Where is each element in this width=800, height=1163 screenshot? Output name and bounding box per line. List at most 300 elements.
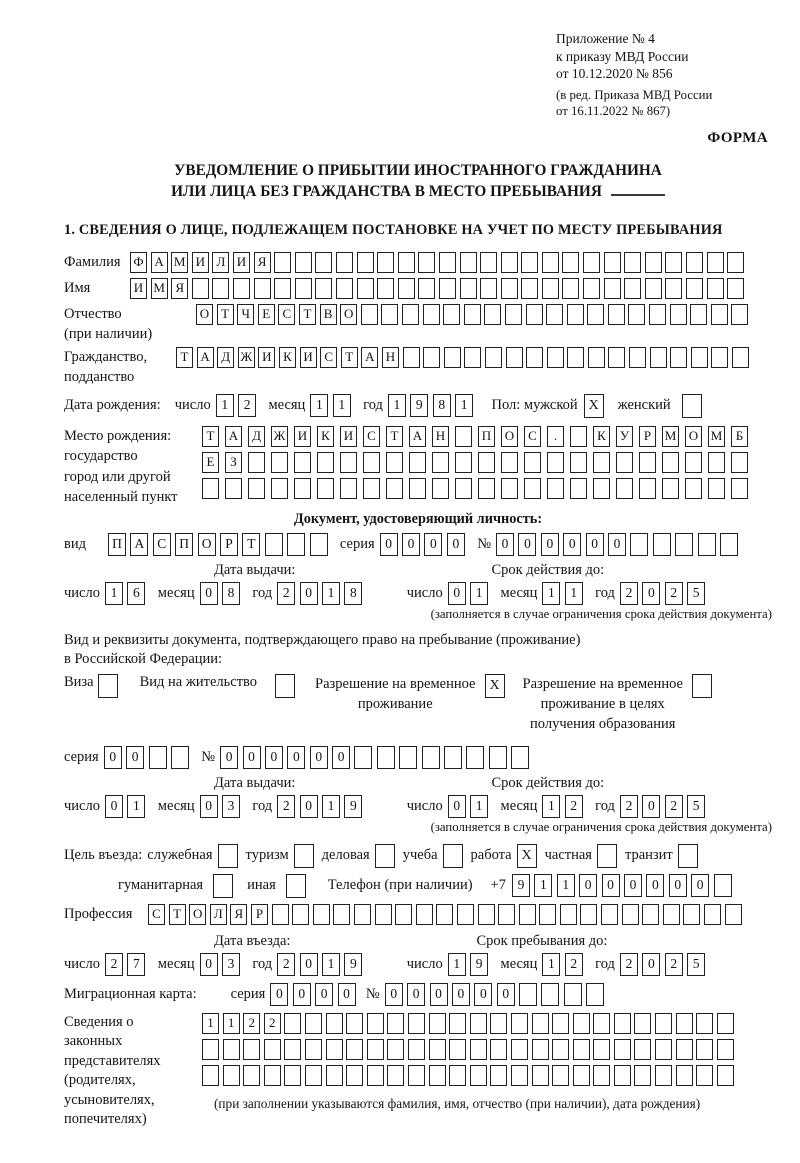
form-cell[interactable]	[532, 1013, 549, 1034]
form-cell[interactable]: 0	[407, 983, 425, 1006]
form-cell[interactable]: 1	[223, 1013, 240, 1034]
form-cell[interactable]: О	[340, 304, 357, 325]
form-cell[interactable]	[583, 252, 600, 273]
form-cell[interactable]: 8	[344, 582, 362, 605]
form-cell[interactable]: 1	[322, 795, 340, 818]
form-cell[interactable]: 0	[608, 533, 626, 556]
form-cell[interactable]	[478, 904, 495, 925]
form-cell[interactable]	[399, 746, 417, 769]
form-cell[interactable]	[470, 1039, 487, 1060]
form-cell[interactable]: П	[108, 533, 126, 556]
form-cell[interactable]	[317, 452, 334, 473]
form-cell[interactable]	[171, 746, 189, 769]
form-cell[interactable]: И	[192, 252, 209, 273]
purpose-official-checkbox[interactable]	[218, 844, 238, 868]
form-cell[interactable]	[696, 1013, 713, 1034]
form-cell[interactable]: 1	[565, 582, 583, 605]
form-cell[interactable]	[264, 1065, 281, 1086]
form-cell[interactable]	[662, 452, 679, 473]
temp-residence-education-checkbox[interactable]	[692, 674, 712, 698]
form-cell[interactable]: 8	[433, 394, 451, 417]
form-cell[interactable]: 1	[542, 582, 560, 605]
form-cell[interactable]: Л	[210, 904, 227, 925]
form-cell[interactable]	[567, 347, 584, 368]
purpose-tourism-checkbox[interactable]	[294, 844, 314, 868]
form-cell[interactable]: 1	[534, 874, 552, 897]
form-cell[interactable]	[292, 904, 309, 925]
form-cell[interactable]	[409, 478, 426, 499]
form-cell[interactable]	[243, 1039, 260, 1060]
form-cell[interactable]	[315, 278, 332, 299]
form-cell[interactable]: К	[279, 347, 296, 368]
form-cell[interactable]	[624, 252, 641, 273]
form-cell[interactable]	[439, 252, 456, 273]
form-cell[interactable]: 2	[105, 953, 123, 976]
form-cell[interactable]	[532, 1039, 549, 1060]
form-cell[interactable]: Т	[386, 426, 403, 447]
form-cell[interactable]	[470, 1013, 487, 1034]
form-cell[interactable]	[357, 278, 374, 299]
form-cell[interactable]	[418, 252, 435, 273]
form-cell[interactable]	[573, 1013, 590, 1034]
form-cell[interactable]: О	[189, 904, 206, 925]
form-cell[interactable]: 0	[200, 582, 218, 605]
form-cell[interactable]: Ж	[238, 347, 255, 368]
form-cell[interactable]	[274, 278, 291, 299]
form-cell[interactable]: С	[153, 533, 171, 556]
form-cell[interactable]	[295, 278, 312, 299]
form-cell[interactable]	[361, 304, 378, 325]
form-cell[interactable]: Д	[217, 347, 234, 368]
form-cell[interactable]: А	[197, 347, 214, 368]
form-cell[interactable]	[402, 304, 419, 325]
form-cell[interactable]	[717, 1013, 734, 1034]
form-cell[interactable]: С	[363, 426, 380, 447]
form-cell[interactable]	[562, 252, 579, 273]
form-cell[interactable]: И	[130, 278, 147, 299]
male-checkbox[interactable]: X	[584, 394, 604, 418]
form-cell[interactable]	[357, 252, 374, 273]
form-cell[interactable]: К	[317, 426, 334, 447]
form-cell[interactable]: П	[175, 533, 193, 556]
form-cell[interactable]	[587, 304, 604, 325]
form-cell[interactable]	[340, 478, 357, 499]
form-cell[interactable]: 0	[563, 533, 581, 556]
form-cell[interactable]	[336, 278, 353, 299]
form-cell[interactable]	[367, 1013, 384, 1034]
form-cell[interactable]	[192, 278, 209, 299]
form-cell[interactable]	[294, 452, 311, 473]
form-cell[interactable]	[562, 278, 579, 299]
form-cell[interactable]	[387, 1013, 404, 1034]
form-cell[interactable]	[539, 904, 556, 925]
form-cell[interactable]: 0	[200, 795, 218, 818]
form-cell[interactable]	[223, 1039, 240, 1060]
form-cell[interactable]: 0	[691, 874, 709, 897]
form-cell[interactable]	[416, 904, 433, 925]
form-cell[interactable]	[271, 478, 288, 499]
form-cell[interactable]: 0	[402, 533, 420, 556]
form-cell[interactable]	[284, 1039, 301, 1060]
form-cell[interactable]	[422, 746, 440, 769]
form-cell[interactable]	[443, 304, 460, 325]
form-cell[interactable]	[202, 1039, 219, 1060]
form-cell[interactable]	[628, 304, 645, 325]
form-cell[interactable]: 2	[620, 953, 638, 976]
form-cell[interactable]	[436, 904, 453, 925]
form-cell[interactable]: 2	[665, 953, 683, 976]
form-cell[interactable]	[707, 278, 724, 299]
purpose-transit-checkbox[interactable]	[678, 844, 698, 868]
form-cell[interactable]: 0	[669, 874, 687, 897]
form-cell[interactable]	[466, 746, 484, 769]
residence-permit-checkbox[interactable]	[275, 674, 295, 698]
form-cell[interactable]: Т	[341, 347, 358, 368]
form-cell[interactable]: 1	[448, 953, 466, 976]
form-cell[interactable]	[429, 1013, 446, 1034]
form-cell[interactable]	[708, 478, 725, 499]
form-cell[interactable]: 1	[557, 874, 575, 897]
form-cell[interactable]	[505, 304, 522, 325]
form-cell[interactable]	[377, 746, 395, 769]
form-cell[interactable]	[570, 452, 587, 473]
form-cell[interactable]: А	[151, 252, 168, 273]
form-cell[interactable]: 2	[277, 582, 295, 605]
form-cell[interactable]	[346, 1065, 363, 1086]
form-cell[interactable]	[601, 904, 618, 925]
form-cell[interactable]: М	[662, 426, 679, 447]
form-cell[interactable]: 2	[264, 1013, 281, 1034]
form-cell[interactable]: И	[340, 426, 357, 447]
form-cell[interactable]	[432, 452, 449, 473]
form-cell[interactable]: О	[685, 426, 702, 447]
form-cell[interactable]: 0	[430, 983, 448, 1006]
form-cell[interactable]	[408, 1039, 425, 1060]
form-cell[interactable]	[686, 252, 703, 273]
form-cell[interactable]: 0	[642, 795, 660, 818]
form-cell[interactable]: О	[196, 304, 213, 325]
form-cell[interactable]: А	[130, 533, 148, 556]
form-cell[interactable]	[511, 1039, 528, 1060]
form-cell[interactable]	[541, 983, 559, 1006]
form-cell[interactable]: 0	[104, 746, 122, 769]
form-cell[interactable]	[398, 252, 415, 273]
form-cell[interactable]: 0	[452, 983, 470, 1006]
form-cell[interactable]	[444, 347, 461, 368]
form-cell[interactable]: 5	[687, 582, 705, 605]
form-cell[interactable]	[464, 304, 481, 325]
form-cell[interactable]: 9	[410, 394, 428, 417]
form-cell[interactable]	[707, 252, 724, 273]
form-cell[interactable]: 2	[277, 795, 295, 818]
form-cell[interactable]	[271, 452, 288, 473]
form-cell[interactable]	[377, 252, 394, 273]
form-cell[interactable]	[455, 426, 472, 447]
form-cell[interactable]	[485, 347, 502, 368]
form-cell[interactable]	[480, 278, 497, 299]
form-cell[interactable]	[727, 252, 744, 273]
form-cell[interactable]	[580, 904, 597, 925]
form-cell[interactable]: 8	[222, 582, 240, 605]
form-cell[interactable]	[685, 478, 702, 499]
form-cell[interactable]	[670, 347, 687, 368]
form-cell[interactable]	[243, 1065, 260, 1086]
form-cell[interactable]: 0	[424, 533, 442, 556]
form-cell[interactable]	[501, 278, 518, 299]
form-cell[interactable]	[634, 1065, 651, 1086]
form-cell[interactable]	[547, 478, 564, 499]
form-cell[interactable]: 0	[642, 953, 660, 976]
form-cell[interactable]	[313, 904, 330, 925]
form-cell[interactable]: 2	[565, 953, 583, 976]
form-cell[interactable]: 2	[565, 795, 583, 818]
form-cell[interactable]	[519, 904, 536, 925]
form-cell[interactable]: И	[294, 426, 311, 447]
form-cell[interactable]: 0	[220, 746, 238, 769]
form-cell[interactable]	[449, 1039, 466, 1060]
form-cell[interactable]: И	[233, 252, 250, 273]
form-cell[interactable]	[564, 983, 582, 1006]
form-cell[interactable]	[449, 1013, 466, 1034]
form-cell[interactable]: А	[409, 426, 426, 447]
form-cell[interactable]	[511, 1013, 528, 1034]
form-cell[interactable]	[354, 746, 372, 769]
form-cell[interactable]	[305, 1065, 322, 1086]
form-cell[interactable]	[444, 746, 462, 769]
form-cell[interactable]: М	[171, 252, 188, 273]
form-cell[interactable]: Я	[254, 252, 271, 273]
form-cell[interactable]	[429, 1039, 446, 1060]
form-cell[interactable]	[398, 278, 415, 299]
form-cell[interactable]: Д	[248, 426, 265, 447]
form-cell[interactable]: 9	[470, 953, 488, 976]
form-cell[interactable]: З	[225, 452, 242, 473]
form-cell[interactable]	[340, 452, 357, 473]
form-cell[interactable]	[315, 252, 332, 273]
form-cell[interactable]	[676, 1065, 693, 1086]
form-cell[interactable]	[593, 452, 610, 473]
form-cell[interactable]: 1	[542, 795, 560, 818]
form-cell[interactable]	[367, 1039, 384, 1060]
form-cell[interactable]: С	[524, 426, 541, 447]
form-cell[interactable]	[464, 347, 481, 368]
form-cell[interactable]: 6	[127, 582, 145, 605]
form-cell[interactable]	[593, 478, 610, 499]
form-cell[interactable]	[573, 1039, 590, 1060]
form-cell[interactable]: 0	[300, 795, 318, 818]
form-cell[interactable]: 9	[344, 953, 362, 976]
form-cell[interactable]	[593, 1013, 610, 1034]
form-cell[interactable]: 1	[542, 953, 560, 976]
form-cell[interactable]	[614, 1065, 631, 1086]
form-cell[interactable]: 0	[243, 746, 261, 769]
form-cell[interactable]	[696, 1065, 713, 1086]
form-cell[interactable]	[333, 904, 350, 925]
form-cell[interactable]: М	[708, 426, 725, 447]
form-cell[interactable]	[386, 478, 403, 499]
form-cell[interactable]	[604, 278, 621, 299]
form-cell[interactable]	[655, 1065, 672, 1086]
form-cell[interactable]: 0	[293, 983, 311, 1006]
form-cell[interactable]: И	[258, 347, 275, 368]
form-cell[interactable]: 0	[579, 874, 597, 897]
form-cell[interactable]	[731, 452, 748, 473]
form-cell[interactable]: 0	[624, 874, 642, 897]
form-cell[interactable]	[634, 1013, 651, 1034]
form-cell[interactable]: 0	[126, 746, 144, 769]
form-cell[interactable]: 5	[687, 795, 705, 818]
form-cell[interactable]	[501, 252, 518, 273]
form-cell[interactable]: 0	[518, 533, 536, 556]
form-cell[interactable]	[439, 278, 456, 299]
form-cell[interactable]	[354, 904, 371, 925]
form-cell[interactable]	[489, 746, 507, 769]
form-cell[interactable]	[655, 1013, 672, 1034]
form-cell[interactable]	[639, 452, 656, 473]
female-checkbox[interactable]	[682, 394, 702, 418]
form-cell[interactable]	[305, 1013, 322, 1034]
form-cell[interactable]	[386, 452, 403, 473]
form-cell[interactable]: Я	[230, 904, 247, 925]
form-cell[interactable]: Р	[251, 904, 268, 925]
form-cell[interactable]: П	[478, 426, 495, 447]
form-cell[interactable]: 3	[222, 953, 240, 976]
form-cell[interactable]: 1	[127, 795, 145, 818]
form-cell[interactable]	[573, 1065, 590, 1086]
form-cell[interactable]	[498, 904, 515, 925]
form-cell[interactable]	[212, 278, 229, 299]
form-cell[interactable]	[375, 904, 392, 925]
form-cell[interactable]	[223, 1065, 240, 1086]
purpose-study-checkbox[interactable]	[443, 844, 463, 868]
form-cell[interactable]	[532, 1065, 549, 1086]
form-cell[interactable]	[586, 983, 604, 1006]
form-cell[interactable]	[524, 478, 541, 499]
form-cell[interactable]	[455, 478, 472, 499]
form-cell[interactable]	[367, 1065, 384, 1086]
form-cell[interactable]: 0	[602, 874, 620, 897]
form-cell[interactable]	[336, 252, 353, 273]
form-cell[interactable]: 3	[222, 795, 240, 818]
form-cell[interactable]: 0	[586, 533, 604, 556]
form-cell[interactable]	[608, 347, 625, 368]
form-cell[interactable]	[501, 478, 518, 499]
form-cell[interactable]: Ч	[237, 304, 254, 325]
form-cell[interactable]	[608, 304, 625, 325]
form-cell[interactable]: Р	[220, 533, 238, 556]
form-cell[interactable]	[547, 452, 564, 473]
form-cell[interactable]: 7	[127, 953, 145, 976]
form-cell[interactable]: С	[320, 347, 337, 368]
form-cell[interactable]	[346, 1039, 363, 1060]
form-cell[interactable]: 0	[448, 795, 466, 818]
form-cell[interactable]: 0	[642, 582, 660, 605]
form-cell[interactable]: 0	[310, 746, 328, 769]
form-cell[interactable]	[725, 904, 742, 925]
form-cell[interactable]	[409, 452, 426, 473]
form-cell[interactable]	[418, 278, 435, 299]
form-cell[interactable]	[720, 533, 738, 556]
form-cell[interactable]: 0	[447, 533, 465, 556]
temp-residence-checkbox[interactable]: X	[485, 674, 505, 698]
form-cell[interactable]: 2	[238, 394, 256, 417]
form-cell[interactable]	[432, 478, 449, 499]
form-cell[interactable]: 5	[687, 953, 705, 976]
form-cell[interactable]	[650, 347, 667, 368]
form-cell[interactable]	[265, 533, 283, 556]
form-cell[interactable]	[649, 304, 666, 325]
form-cell[interactable]	[449, 1065, 466, 1086]
form-cell[interactable]: 0	[332, 746, 350, 769]
form-cell[interactable]	[675, 533, 693, 556]
form-cell[interactable]	[395, 904, 412, 925]
form-cell[interactable]: 2	[243, 1013, 260, 1034]
purpose-humanitarian-checkbox[interactable]	[213, 874, 233, 898]
form-cell[interactable]	[704, 904, 721, 925]
form-cell[interactable]	[490, 1013, 507, 1034]
form-cell[interactable]: Т	[169, 904, 186, 925]
form-cell[interactable]	[310, 533, 328, 556]
form-cell[interactable]: А	[361, 347, 378, 368]
form-cell[interactable]	[524, 452, 541, 473]
form-cell[interactable]	[248, 478, 265, 499]
form-cell[interactable]: 1	[470, 582, 488, 605]
form-cell[interactable]	[363, 478, 380, 499]
form-cell[interactable]	[526, 304, 543, 325]
form-cell[interactable]	[542, 252, 559, 273]
form-cell[interactable]: 1	[322, 953, 340, 976]
form-cell[interactable]: 0	[646, 874, 664, 897]
form-cell[interactable]	[294, 478, 311, 499]
form-cell[interactable]: 1	[105, 582, 123, 605]
form-cell[interactable]	[731, 478, 748, 499]
form-cell[interactable]	[624, 278, 641, 299]
form-cell[interactable]: 0	[497, 983, 515, 1006]
form-cell[interactable]: 0	[105, 795, 123, 818]
form-cell[interactable]: 1	[202, 1013, 219, 1034]
form-cell[interactable]	[326, 1013, 343, 1034]
form-cell[interactable]	[284, 1013, 301, 1034]
form-cell[interactable]	[727, 278, 744, 299]
form-cell[interactable]	[387, 1065, 404, 1086]
form-cell[interactable]	[616, 452, 633, 473]
form-cell[interactable]: 0	[338, 983, 356, 1006]
form-cell[interactable]	[490, 1065, 507, 1086]
form-cell[interactable]	[676, 1013, 693, 1034]
form-cell[interactable]: Н	[382, 347, 399, 368]
form-cell[interactable]	[616, 478, 633, 499]
form-cell[interactable]	[511, 746, 529, 769]
form-cell[interactable]: Ж	[271, 426, 288, 447]
form-cell[interactable]	[685, 452, 702, 473]
form-cell[interactable]: У	[616, 426, 633, 447]
form-cell[interactable]: Т	[202, 426, 219, 447]
form-cell[interactable]	[284, 1065, 301, 1086]
form-cell[interactable]	[552, 1039, 569, 1060]
form-cell[interactable]	[423, 304, 440, 325]
form-cell[interactable]	[455, 452, 472, 473]
form-cell[interactable]: 1	[388, 394, 406, 417]
form-cell[interactable]: Т	[176, 347, 193, 368]
form-cell[interactable]: 9	[344, 795, 362, 818]
form-cell[interactable]: Я	[171, 278, 188, 299]
form-cell[interactable]: 0	[448, 582, 466, 605]
form-cell[interactable]: 1	[333, 394, 351, 417]
form-cell[interactable]: Т	[242, 533, 260, 556]
form-cell[interactable]: 2	[665, 795, 683, 818]
form-cell[interactable]: 0	[300, 582, 318, 605]
form-cell[interactable]	[377, 278, 394, 299]
